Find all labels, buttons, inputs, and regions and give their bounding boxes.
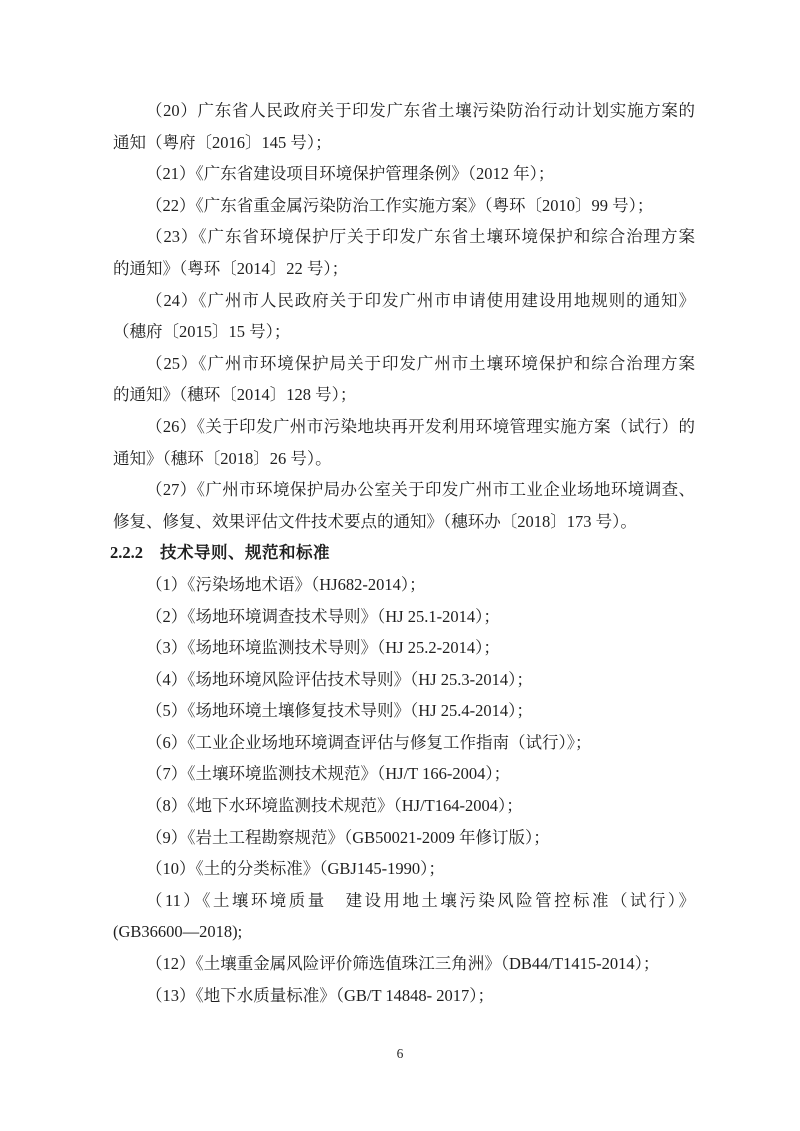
document-line: 通知（粤府〔2016〕145 号）； [113,132,332,152]
page-number: 6 [396,1046,404,1061]
document-line: （1）《污染场地术语》（HJ682-2014）； [146,574,426,594]
document-line: （11）《土壤环境质量 建设用地土壤污染风险管控标准（试行）》 [146,890,695,910]
standard-item-10 [113,853,695,885]
document-line: 修复、修复、效果评估文件技术要点的通知》（穗环办〔2018〕173 号）。 [113,511,637,531]
document-line: 的通知》（粤环〔2014〕22 号）； [113,258,349,278]
document-line: （3）《场地环境监测技术导则》（HJ 25.2-2014）； [146,638,500,658]
standard-item-9 [113,822,695,854]
regulation-item-23 [113,221,695,284]
document-line: （10）《土的分类标准》（GBJ145-1990）； [146,859,445,879]
document-line: （7）《土壤环境监测技术规范》（HJ/T 166-2004）； [146,764,511,784]
regulation-item-22 [113,190,695,222]
section-number: 2.2.2 [110,543,143,563]
regulation-item-24 [113,285,695,348]
document-line: （4）《场地环境风险评估技术导则》（HJ 25.3-2014）； [146,669,533,689]
page-content [110,95,695,1011]
document-line: （23）《广东省环境保护厅关于印发广东省土壤环境保护和综合治理方案 [146,227,695,247]
document-line: （穗府〔2015〕15 号）； [113,322,291,342]
document-line: (GB36600—2018); [113,922,243,942]
standard-item-1 [113,569,695,601]
regulation-item-21 [113,158,695,190]
document-line: （27）《广州市环境保护局办公室关于印发广州市工业企业场地环境调查、 [146,480,695,500]
document-line: （26）《关于印发广州市污染地块再开发利用环境管理实施方案（试行）的 [146,416,695,436]
document-line: （13）《地下水质量标准》（GB/T 14848- 2017）； [146,985,495,1005]
standard-item-12 [113,948,695,980]
standard-item-8 [113,790,695,822]
regulation-item-25 [113,348,695,411]
document-line: （22）《广东省重金属污染防治工作实施方案》（粤环〔2010〕99 号）； [146,195,654,215]
section-title: 技术导则、规范和标准 [160,544,330,563]
standard-item-5 [113,695,695,727]
document-line: （9）《岩土工程勘察规范》（GB50021-2009 年修订版）； [146,827,550,847]
standard-item-4 [113,664,695,696]
standard-item-2 [113,601,695,633]
standard-item-11 [113,885,695,948]
document-line: （20）广东省人民政府关于印发广东省土壤污染防治行动计划实施方案的 [146,101,695,120]
section-heading [110,537,695,569]
document-line: （21）《广东省建设项目环境保护管理条例》（2012 年）； [146,164,555,184]
document-line: （24）《广州市人民政府关于印发广州市申请使用建设用地规则的通知》 [146,290,695,310]
document-line: 的通知》（穗环〔2014〕128 号）； [113,385,357,405]
document-line: （2）《场地环境调查技术导则》（HJ 25.1-2014）； [146,606,500,626]
regulation-item-20 [113,95,695,158]
document-line: （8）《地下水环境监测技术规范》（HJ/T164-2004）； [146,796,523,816]
standard-item-6 [113,727,695,759]
document-line: （6）《工业企业场地环境调查评估与修复工作指南（试行）》； [146,732,592,752]
document-line: （5）《场地环境土壤修复技术导则》（HJ 25.4-2014）； [146,701,533,721]
regulation-item-27 [113,474,695,537]
standard-item-3 [113,632,695,664]
standard-item-13 [113,980,695,1012]
document-line: （25）《广州市环境保护局关于印发广州市土壤环境保护和综合治理方案 [146,353,695,373]
standard-item-7 [113,758,695,790]
regulation-item-26 [113,411,695,474]
document-line: 通知》（穗环〔2018〕26 号）。 [113,448,332,468]
document-line: （12）《土壤重金属风险评价筛选值珠江三角洲》（DB44/T1415-2014）； [146,954,660,974]
